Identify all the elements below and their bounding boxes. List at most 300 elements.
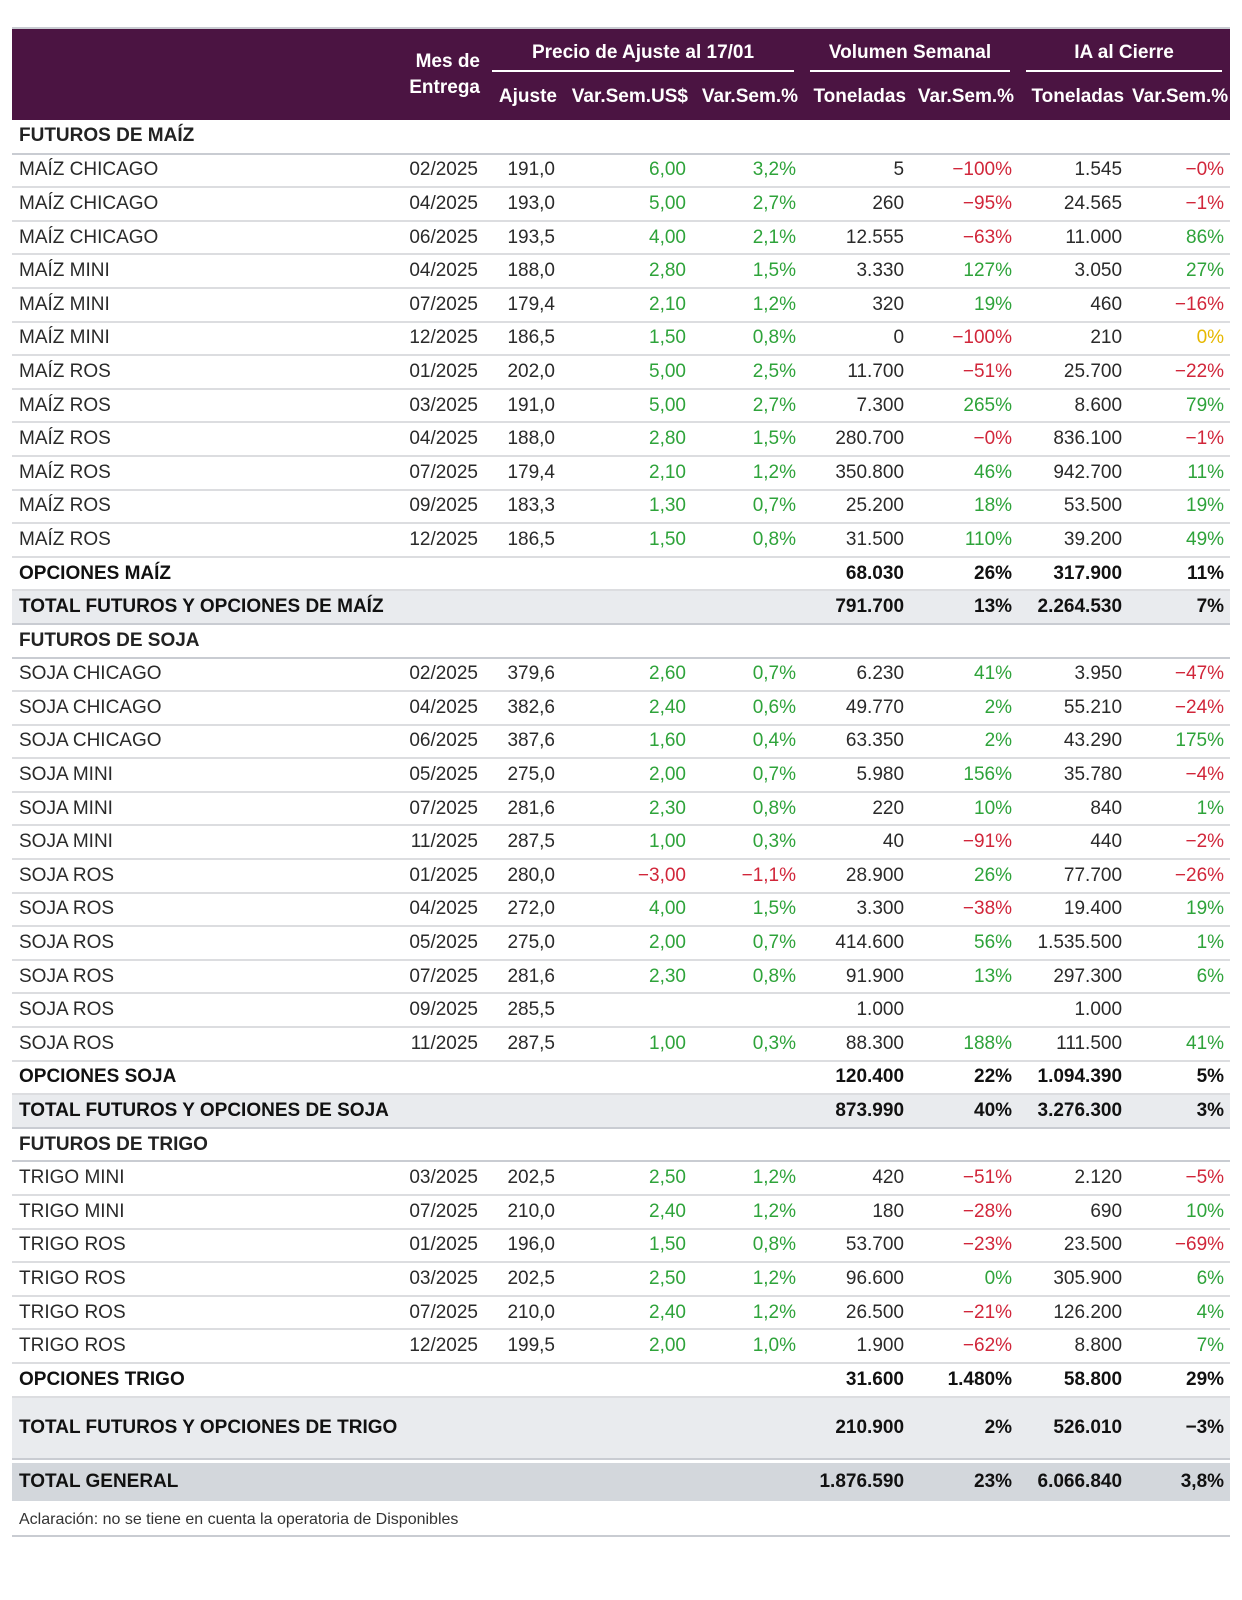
ajuste-value: 183,3 (484, 490, 561, 524)
header-var-sem-pct: Var.Sem.% (692, 74, 802, 120)
var-sem-pct: 0,8% (692, 523, 802, 557)
ia-toneladas: 23.500 (1018, 1229, 1128, 1263)
ajuste-value: 191,0 (484, 154, 561, 188)
mes-entrega: 01/2025 (384, 859, 484, 893)
header-blank (12, 29, 384, 120)
ia-var-sem-pct: 0% (1128, 322, 1230, 356)
contract-name: MAÍZ ROS (12, 355, 384, 389)
ia-var-sem-pct: −0% (1128, 154, 1230, 188)
contract-name: MAÍZ ROS (12, 490, 384, 524)
mes-entrega: 04/2025 (384, 691, 484, 725)
ia-var-sem-pct: −4% (1128, 758, 1230, 792)
section-header-row (12, 624, 1230, 658)
var-sem-pct: 1,0% (692, 1329, 802, 1363)
contract-name: MAÍZ CHICAGO (12, 154, 384, 188)
ia-toneladas: 111.500 (1018, 1027, 1128, 1061)
ia-toneladas: 19.400 (1018, 893, 1128, 927)
ajuste-value: 287,5 (484, 825, 561, 859)
table-row (12, 490, 1230, 524)
header-mes-line2: Entrega (409, 76, 480, 98)
var-sem-usd: 2,40 (561, 691, 692, 725)
contract-name: SOJA ROS (12, 859, 384, 893)
contract-name: SOJA MINI (12, 825, 384, 859)
var-sem-pct: 0,8% (692, 792, 802, 826)
vol-var-sem-pct: 2% (910, 1397, 1018, 1459)
table-header (12, 29, 1230, 120)
ajuste-value: 210,0 (484, 1296, 561, 1330)
contract-name: MAÍZ CHICAGO (12, 221, 384, 255)
var-sem-usd: 2,10 (561, 288, 692, 322)
vol-toneladas: 25.200 (802, 490, 910, 524)
vol-var-sem-pct: −100% (910, 154, 1018, 188)
var-sem-pct: 1,2% (692, 456, 802, 490)
row-label: TOTAL FUTUROS Y OPCIONES DE SOJA (12, 1094, 802, 1128)
header-ia-toneladas: Toneladas (1018, 74, 1128, 120)
row-label: OPCIONES MAÍZ (12, 557, 802, 591)
ajuste-value: 179,4 (484, 288, 561, 322)
vol-toneladas: 280.700 (802, 422, 910, 456)
table-row (12, 322, 1230, 356)
vol-toneladas: 0 (802, 322, 910, 356)
contract-name: SOJA ROS (12, 1027, 384, 1061)
vol-toneladas: 120.400 (802, 1061, 910, 1095)
ia-var-sem-pct: 4% (1128, 1296, 1230, 1330)
vol-toneladas: 420 (802, 1161, 910, 1195)
ajuste-value: 281,6 (484, 792, 561, 826)
var-sem-usd: 1,00 (561, 825, 692, 859)
section-title: FUTUROS DE SOJA (12, 624, 1230, 658)
var-sem-pct: 0,8% (692, 960, 802, 994)
ia-var-sem-pct: 49% (1128, 523, 1230, 557)
vol-var-sem-pct: 10% (910, 792, 1018, 826)
vol-toneladas: 873.990 (802, 1094, 910, 1128)
ajuste-value: 275,0 (484, 758, 561, 792)
ia-var-sem-pct: −47% (1128, 658, 1230, 692)
ajuste-value: 210,0 (484, 1195, 561, 1229)
ia-toneladas: 6.066.840 (1018, 1463, 1128, 1501)
ia-var-sem-pct: 11% (1128, 456, 1230, 490)
var-sem-usd: 1,60 (561, 725, 692, 759)
contract-name: SOJA CHICAGO (12, 658, 384, 692)
mes-entrega: 05/2025 (384, 926, 484, 960)
ia-toneladas: 58.800 (1018, 1363, 1128, 1397)
table-row (12, 154, 1230, 188)
footnote: Aclaración: no se tiene en cuenta la operatoria de Disponibles (19, 1510, 459, 1528)
header-var-sem-usd: Var.Sem.US$ (561, 74, 692, 120)
ajuste-value: 186,5 (484, 322, 561, 356)
vol-var-sem-pct (910, 993, 1018, 1027)
row-label: TOTAL GENERAL (12, 1463, 802, 1501)
vol-var-sem-pct: 46% (910, 456, 1018, 490)
ia-toneladas: 305.900 (1018, 1262, 1128, 1296)
vol-toneladas: 1.876.590 (802, 1463, 910, 1501)
ia-var-sem-pct: 79% (1128, 389, 1230, 423)
var-sem-usd: 2,00 (561, 758, 692, 792)
ia-var-sem-pct: 5% (1128, 1061, 1230, 1095)
ia-var-sem-pct: −16% (1128, 288, 1230, 322)
mes-entrega: 01/2025 (384, 1229, 484, 1263)
mes-entrega: 06/2025 (384, 221, 484, 255)
ia-toneladas: 1.535.500 (1018, 926, 1128, 960)
mes-entrega: 09/2025 (384, 490, 484, 524)
table-row (12, 993, 1230, 1027)
vol-var-sem-pct: 40% (910, 1094, 1018, 1128)
ajuste-value: 202,5 (484, 1262, 561, 1296)
ia-toneladas: 39.200 (1018, 523, 1128, 557)
contract-name: MAÍZ MINI (12, 288, 384, 322)
var-sem-pct: 1,2% (692, 288, 802, 322)
var-sem-pct: 0,3% (692, 1027, 802, 1061)
ia-toneladas: 35.780 (1018, 758, 1128, 792)
ajuste-value: 179,4 (484, 456, 561, 490)
table-row (12, 1195, 1230, 1229)
vol-var-sem-pct: 13% (910, 590, 1018, 624)
vol-toneladas: 68.030 (802, 557, 910, 591)
vol-toneladas: 53.700 (802, 1229, 910, 1263)
ia-var-sem-pct: 175% (1128, 725, 1230, 759)
ia-toneladas: 1.000 (1018, 993, 1128, 1027)
var-sem-usd: 6,00 (561, 154, 692, 188)
mes-entrega: 03/2025 (384, 389, 484, 423)
vol-var-sem-pct: 2% (910, 725, 1018, 759)
vol-toneladas: 96.600 (802, 1262, 910, 1296)
var-sem-pct: 0,7% (692, 758, 802, 792)
vol-var-sem-pct: −0% (910, 422, 1018, 456)
var-sem-usd: 1,50 (561, 322, 692, 356)
vol-toneladas: 49.770 (802, 691, 910, 725)
ia-var-sem-pct: 6% (1128, 1262, 1230, 1296)
var-sem-pct: 1,2% (692, 1296, 802, 1330)
table-row (12, 893, 1230, 927)
vol-toneladas: 28.900 (802, 859, 910, 893)
ajuste-value: 202,0 (484, 355, 561, 389)
ia-toneladas: 8.600 (1018, 389, 1128, 423)
futures-table (12, 29, 1230, 1501)
var-sem-usd: 2,30 (561, 792, 692, 826)
total-row (12, 590, 1230, 624)
vol-var-sem-pct: −51% (910, 355, 1018, 389)
var-sem-pct: −1,1% (692, 859, 802, 893)
ia-var-sem-pct: 11% (1128, 557, 1230, 591)
ajuste-value: 186,5 (484, 523, 561, 557)
mes-entrega: 09/2025 (384, 993, 484, 1027)
ia-var-sem-pct: 1% (1128, 926, 1230, 960)
vol-var-sem-pct: 2% (910, 691, 1018, 725)
vol-toneladas: 5 (802, 154, 910, 188)
contract-name: MAÍZ ROS (12, 456, 384, 490)
ia-toneladas: 24.565 (1018, 187, 1128, 221)
mes-entrega: 03/2025 (384, 1262, 484, 1296)
mes-entrega: 02/2025 (384, 154, 484, 188)
ia-var-sem-pct: 1% (1128, 792, 1230, 826)
ajuste-value: 199,5 (484, 1329, 561, 1363)
ia-var-sem-pct: 6% (1128, 960, 1230, 994)
var-sem-usd: 2,10 (561, 456, 692, 490)
table-row (12, 254, 1230, 288)
table-row (12, 859, 1230, 893)
ajuste-value: 287,5 (484, 1027, 561, 1061)
futures-table-container (12, 27, 1230, 1537)
vol-toneladas: 414.600 (802, 926, 910, 960)
ajuste-value: 281,6 (484, 960, 561, 994)
ia-toneladas: 126.200 (1018, 1296, 1128, 1330)
vol-var-sem-pct: 110% (910, 523, 1018, 557)
vol-toneladas: 1.900 (802, 1329, 910, 1363)
section-header-row (12, 1128, 1230, 1162)
table-row (12, 355, 1230, 389)
var-sem-usd: 2,40 (561, 1195, 692, 1229)
ia-var-sem-pct: −26% (1128, 859, 1230, 893)
vol-toneladas: 5.980 (802, 758, 910, 792)
var-sem-pct: 0,4% (692, 725, 802, 759)
ajuste-value: 382,6 (484, 691, 561, 725)
var-sem-pct: 2,1% (692, 221, 802, 255)
ia-var-sem-pct: 19% (1128, 893, 1230, 927)
row-label: TOTAL FUTUROS Y OPCIONES DE TRIGO (12, 1397, 802, 1459)
table-row (12, 1329, 1230, 1363)
table-row (12, 725, 1230, 759)
options-row (12, 557, 1230, 591)
vol-toneladas: 31.600 (802, 1363, 910, 1397)
vol-toneladas: 6.230 (802, 658, 910, 692)
var-sem-pct: 1,5% (692, 254, 802, 288)
mes-entrega: 03/2025 (384, 1161, 484, 1195)
ia-toneladas: 526.010 (1018, 1397, 1128, 1459)
ia-toneladas: 942.700 (1018, 456, 1128, 490)
contract-name: MAÍZ ROS (12, 389, 384, 423)
ia-toneladas: 460 (1018, 288, 1128, 322)
var-sem-pct: 2,7% (692, 187, 802, 221)
section-header-row (12, 120, 1230, 154)
contract-name: MAÍZ MINI (12, 254, 384, 288)
vol-toneladas: 260 (802, 187, 910, 221)
var-sem-pct: 1,5% (692, 893, 802, 927)
mes-entrega: 07/2025 (384, 1195, 484, 1229)
contract-name: MAÍZ CHICAGO (12, 187, 384, 221)
vol-toneladas: 26.500 (802, 1296, 910, 1330)
header-group-ia: IA al Cierre (1018, 29, 1230, 74)
table-row (12, 288, 1230, 322)
vol-var-sem-pct: 13% (910, 960, 1018, 994)
header-group-precio: Precio de Ajuste al 17/01 (484, 29, 802, 74)
var-sem-pct: 3,2% (692, 154, 802, 188)
var-sem-usd: 5,00 (561, 187, 692, 221)
ajuste-value: 272,0 (484, 893, 561, 927)
vol-var-sem-pct: 18% (910, 490, 1018, 524)
contract-name: TRIGO ROS (12, 1296, 384, 1330)
ia-toneladas: 690 (1018, 1195, 1128, 1229)
vol-var-sem-pct: 56% (910, 926, 1018, 960)
table-row (12, 221, 1230, 255)
vol-var-sem-pct: 127% (910, 254, 1018, 288)
ia-var-sem-pct: −22% (1128, 355, 1230, 389)
vol-toneladas: 210.900 (802, 1397, 910, 1459)
ia-toneladas: 210 (1018, 322, 1128, 356)
vol-var-sem-pct: −38% (910, 893, 1018, 927)
total-row (12, 1094, 1230, 1128)
contract-name: MAÍZ ROS (12, 422, 384, 456)
ia-var-sem-pct: −3% (1128, 1397, 1230, 1459)
ajuste-value: 188,0 (484, 254, 561, 288)
ia-var-sem-pct: 27% (1128, 254, 1230, 288)
vol-var-sem-pct: −91% (910, 825, 1018, 859)
ajuste-value: 275,0 (484, 926, 561, 960)
var-sem-usd: 5,00 (561, 355, 692, 389)
ia-toneladas: 3.950 (1018, 658, 1128, 692)
mes-entrega: 12/2025 (384, 523, 484, 557)
vol-var-sem-pct: −51% (910, 1161, 1018, 1195)
header-vol-var-sem-pct: Var.Sem.% (910, 74, 1018, 120)
ia-toneladas: 1.094.390 (1018, 1061, 1128, 1095)
ia-var-sem-pct: 3,8% (1128, 1463, 1230, 1501)
ia-var-sem-pct (1128, 993, 1230, 1027)
mes-entrega: 12/2025 (384, 322, 484, 356)
var-sem-pct: 0,8% (692, 322, 802, 356)
section-title: FUTUROS DE TRIGO (12, 1128, 1230, 1162)
contract-name: SOJA MINI (12, 758, 384, 792)
var-sem-pct: 0,7% (692, 658, 802, 692)
var-sem-usd: 1,00 (561, 1027, 692, 1061)
mes-entrega: 12/2025 (384, 1329, 484, 1363)
vol-var-sem-pct: 41% (910, 658, 1018, 692)
table-row (12, 1262, 1230, 1296)
vol-var-sem-pct: −100% (910, 322, 1018, 356)
var-sem-pct: 2,5% (692, 355, 802, 389)
vol-var-sem-pct: 19% (910, 288, 1018, 322)
vol-var-sem-pct: 0% (910, 1262, 1018, 1296)
ia-var-sem-pct: −1% (1128, 187, 1230, 221)
var-sem-usd: 1,30 (561, 490, 692, 524)
mes-entrega: 05/2025 (384, 758, 484, 792)
ia-toneladas: 3.050 (1018, 254, 1128, 288)
var-sem-pct: 1,5% (692, 422, 802, 456)
vol-var-sem-pct: 23% (910, 1463, 1018, 1501)
ia-toneladas: 55.210 (1018, 691, 1128, 725)
contract-name: SOJA ROS (12, 993, 384, 1027)
mes-entrega: 04/2025 (384, 187, 484, 221)
options-row (12, 1363, 1230, 1397)
vol-toneladas: 180 (802, 1195, 910, 1229)
table-row (12, 758, 1230, 792)
contract-name: SOJA CHICAGO (12, 725, 384, 759)
var-sem-pct: 0,8% (692, 1229, 802, 1263)
row-label: OPCIONES SOJA (12, 1061, 802, 1095)
contract-name: SOJA ROS (12, 893, 384, 927)
table-body (12, 120, 1230, 1501)
contract-name: SOJA ROS (12, 926, 384, 960)
var-sem-pct: 0,7% (692, 490, 802, 524)
vol-var-sem-pct: −62% (910, 1329, 1018, 1363)
vol-var-sem-pct: −95% (910, 187, 1018, 221)
grand-total-row (12, 1463, 1230, 1501)
ia-var-sem-pct: −2% (1128, 825, 1230, 859)
mes-entrega: 04/2025 (384, 254, 484, 288)
vol-toneladas: 1.000 (802, 993, 910, 1027)
ia-toneladas: 440 (1018, 825, 1128, 859)
vol-var-sem-pct: −28% (910, 1195, 1018, 1229)
vol-var-sem-pct: 156% (910, 758, 1018, 792)
table-row (12, 1229, 1230, 1263)
table-row (12, 825, 1230, 859)
ia-var-sem-pct: −5% (1128, 1161, 1230, 1195)
vol-toneladas: 791.700 (802, 590, 910, 624)
mes-entrega: 11/2025 (384, 825, 484, 859)
vol-var-sem-pct: −21% (910, 1296, 1018, 1330)
var-sem-usd: 4,00 (561, 893, 692, 927)
var-sem-pct: 0,7% (692, 926, 802, 960)
ajuste-value: 379,6 (484, 658, 561, 692)
ia-toneladas: 2.264.530 (1018, 590, 1128, 624)
table-row (12, 389, 1230, 423)
header-ajuste: Ajuste (484, 74, 561, 120)
mes-entrega: 06/2025 (384, 725, 484, 759)
ia-var-sem-pct: −69% (1128, 1229, 1230, 1263)
contract-name: MAÍZ MINI (12, 322, 384, 356)
var-sem-pct: 1,2% (692, 1195, 802, 1229)
mes-entrega: 04/2025 (384, 422, 484, 456)
vol-var-sem-pct: −23% (910, 1229, 1018, 1263)
ajuste-value: 202,5 (484, 1161, 561, 1195)
var-sem-usd: −3,00 (561, 859, 692, 893)
mes-entrega: 07/2025 (384, 456, 484, 490)
row-label: OPCIONES TRIGO (12, 1363, 802, 1397)
ajuste-value: 280,0 (484, 859, 561, 893)
vol-toneladas: 320 (802, 288, 910, 322)
ia-var-sem-pct: 7% (1128, 1329, 1230, 1363)
var-sem-usd: 2,80 (561, 422, 692, 456)
table-row (12, 1296, 1230, 1330)
contract-name: SOJA CHICAGO (12, 691, 384, 725)
var-sem-usd: 2,50 (561, 1262, 692, 1296)
ia-toneladas: 25.700 (1018, 355, 1128, 389)
var-sem-usd: 1,50 (561, 1229, 692, 1263)
ia-var-sem-pct: 86% (1128, 221, 1230, 255)
vol-var-sem-pct: 26% (910, 859, 1018, 893)
var-sem-pct: 1,2% (692, 1262, 802, 1296)
header-mes-entrega (384, 29, 484, 120)
vol-var-sem-pct: 188% (910, 1027, 1018, 1061)
var-sem-pct: 2,7% (692, 389, 802, 423)
header-mes-line1: Mes de (415, 50, 480, 72)
ia-toneladas: 11.000 (1018, 221, 1128, 255)
vol-toneladas: 12.555 (802, 221, 910, 255)
ia-var-sem-pct: 19% (1128, 490, 1230, 524)
vol-var-sem-pct: 265% (910, 389, 1018, 423)
mes-entrega: 07/2025 (384, 792, 484, 826)
ia-var-sem-pct: 7% (1128, 590, 1230, 624)
ia-var-sem-pct: −24% (1128, 691, 1230, 725)
var-sem-usd: 5,00 (561, 389, 692, 423)
var-sem-usd: 1,50 (561, 523, 692, 557)
vol-var-sem-pct: 1.480% (910, 1363, 1018, 1397)
row-label: TOTAL FUTUROS Y OPCIONES DE MAÍZ (12, 590, 802, 624)
vol-var-sem-pct: −63% (910, 221, 1018, 255)
section-title: FUTUROS DE MAÍZ (12, 120, 1230, 154)
mes-entrega: 01/2025 (384, 355, 484, 389)
vol-toneladas: 7.300 (802, 389, 910, 423)
var-sem-usd: 2,60 (561, 658, 692, 692)
ia-var-sem-pct: 10% (1128, 1195, 1230, 1229)
vol-toneladas: 40 (802, 825, 910, 859)
table-row (12, 456, 1230, 490)
var-sem-usd: 4,00 (561, 221, 692, 255)
ajuste-value: 188,0 (484, 422, 561, 456)
contract-name: TRIGO ROS (12, 1329, 384, 1363)
mes-entrega: 07/2025 (384, 1296, 484, 1330)
contract-name: SOJA MINI (12, 792, 384, 826)
var-sem-usd: 2,80 (561, 254, 692, 288)
ia-toneladas: 53.500 (1018, 490, 1128, 524)
